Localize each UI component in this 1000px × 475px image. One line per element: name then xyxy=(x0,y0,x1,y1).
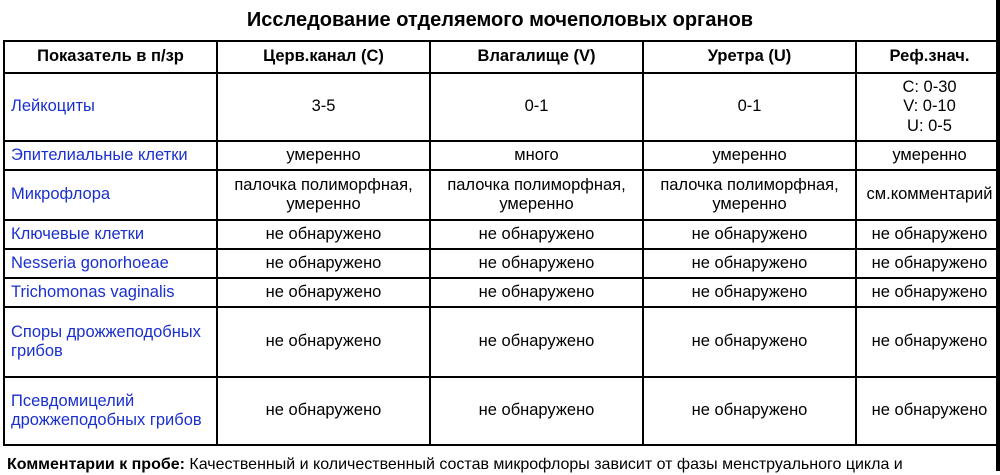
header-parameter: Показатель в п/зр xyxy=(4,41,217,73)
row-reference-value: не обнаружено xyxy=(856,249,1000,278)
header-vagina: Влагалище (V) xyxy=(430,41,643,73)
row-urethra-value: не обнаружено xyxy=(643,220,856,249)
results-table xyxy=(3,40,1000,446)
row-parameter: Микрофлора xyxy=(4,170,217,220)
row-reference-value: см.комментарий xyxy=(856,170,1000,220)
row-urethra-value: палочка полиморфная, умеренно xyxy=(643,170,856,220)
table-row xyxy=(4,307,1000,377)
row-urethra-value: умеренно xyxy=(643,141,856,170)
comment-text: Качественный и количественный состав микрофлоры зависит от фазы менструального цикла и xyxy=(189,456,903,473)
row-reference-value: не обнаружено xyxy=(856,278,1000,307)
sample-comment xyxy=(3,455,1000,475)
row-vagina-value: 0-1 xyxy=(430,73,643,141)
table-header-row xyxy=(4,41,1000,73)
table-row xyxy=(4,377,1000,445)
row-cervical-value: не обнаружено xyxy=(217,249,430,278)
row-cervical-value: не обнаружено xyxy=(217,377,430,445)
row-vagina-value: палочка полиморфная, умеренно xyxy=(430,170,643,220)
header-reference: Реф.знач. xyxy=(856,41,1000,73)
row-cervical-value: не обнаружено xyxy=(217,278,430,307)
row-urethra-value: не обнаружено xyxy=(643,377,856,445)
row-cervical-value: 3-5 xyxy=(217,73,430,141)
row-parameter: Псевдомицелий дрожжеподобных грибов xyxy=(4,377,217,445)
row-reference-value xyxy=(856,73,1000,141)
row-vagina-value: много xyxy=(430,141,643,170)
table-row xyxy=(4,141,1000,170)
row-vagina-value: не обнаружено xyxy=(430,278,643,307)
table-row xyxy=(4,73,1000,141)
row-reference-value: не обнаружено xyxy=(856,377,1000,445)
row-cervical-value: палочка полиморфная, умеренно xyxy=(217,170,430,220)
header-cervical-canal: Церв.канал (С) xyxy=(217,41,430,73)
header-urethra: Уретра (U) xyxy=(643,41,856,73)
row-reference-value: умеренно xyxy=(856,141,1000,170)
row-urethra-value: 0-1 xyxy=(643,73,856,141)
page-edge-divider xyxy=(996,0,1000,471)
row-reference-value: не обнаружено xyxy=(856,307,1000,377)
row-parameter: Trichomonas vaginalis xyxy=(4,278,217,307)
row-urethra-value: не обнаружено xyxy=(643,307,856,377)
reference-line: V: 0-10 xyxy=(903,97,956,116)
row-parameter: Лейкоциты xyxy=(4,73,217,141)
reference-line: C: 0-30 xyxy=(902,77,957,96)
row-parameter: Споры дрожжеподобных грибов xyxy=(4,307,217,377)
row-parameter: Ключевые клетки xyxy=(4,220,217,249)
row-cervical-value: не обнаружено xyxy=(217,220,430,249)
row-parameter: Эпителиальные клетки xyxy=(4,141,217,170)
table-row xyxy=(4,170,1000,220)
table-row xyxy=(4,278,1000,307)
row-cervical-value: не обнаружено xyxy=(217,307,430,377)
row-cervical-value: умеренно xyxy=(217,141,430,170)
table-row xyxy=(4,249,1000,278)
table-row xyxy=(4,220,1000,249)
comment-label: Комментарии к пробе: xyxy=(7,456,185,473)
row-vagina-value: не обнаружено xyxy=(430,307,643,377)
reference-line: U: 0-5 xyxy=(907,116,952,135)
row-parameter: Nesseria gonorhoeae xyxy=(4,249,217,278)
row-vagina-value: не обнаружено xyxy=(430,377,643,445)
page-title: Исследование отделяемого мочеполовых органов xyxy=(246,9,754,31)
row-vagina-value: не обнаружено xyxy=(430,249,643,278)
row-reference-value: не обнаружено xyxy=(856,220,1000,249)
row-urethra-value: не обнаружено xyxy=(643,249,856,278)
row-vagina-value: не обнаружено xyxy=(430,220,643,249)
row-urethra-value: не обнаружено xyxy=(643,278,856,307)
